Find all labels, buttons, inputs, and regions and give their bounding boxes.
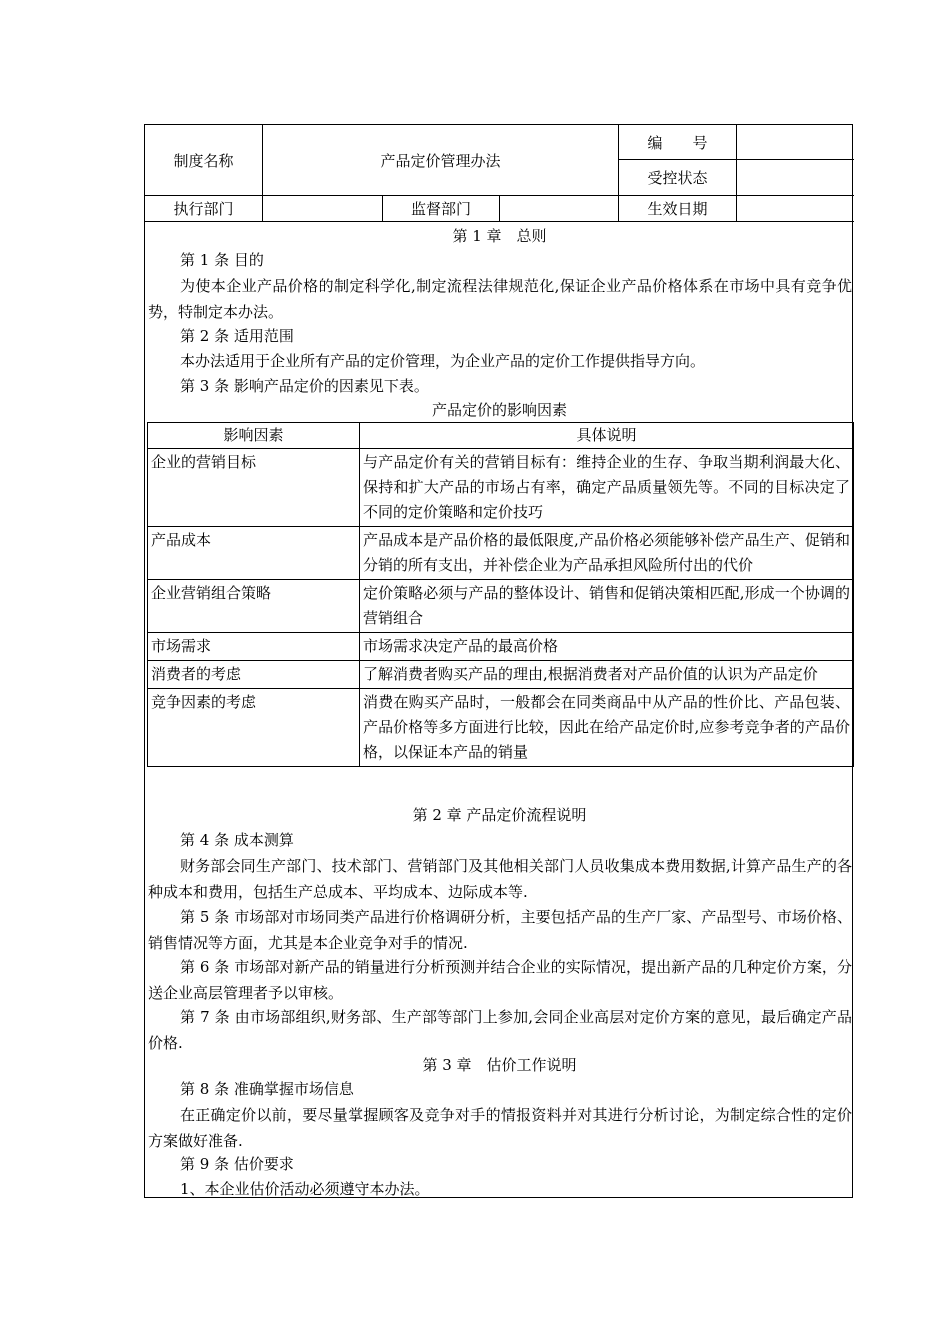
effective-date-value (737, 196, 854, 221)
table-caption: 产品定价的影响因素 (431, 401, 567, 419)
table-header-row (148, 423, 854, 449)
factor-cell: 产品成本 (148, 527, 360, 580)
name-value: 产品定价管理办法 (380, 151, 501, 170)
table-row (148, 633, 854, 661)
description-cell: 产品成本是产品价格的最低限度,产品价格必须能够补偿产品生产、促销和分销的所有支出，并补偿企业为产品承担风险所付出的代价 (360, 527, 854, 580)
chapter-1-title: 第 1 章 总则 (452, 227, 547, 245)
factor-table (147, 422, 854, 767)
chapter-3-title: 第 3 章 估价工作说明 (422, 1056, 577, 1074)
article-9-title: 第 9 条 估价要求 (180, 1155, 294, 1173)
table-row (148, 580, 854, 633)
description-cell: 与产品定价有关的营销目标有：维持企业的生存、争取当期利润最大化、保持和扩大产品的市场占有率，确定产品质量领先等。不同的目标决定了不同的定价策略和定价技巧 (360, 449, 854, 527)
exec-dept-label: 执行部门 (173, 200, 234, 218)
factor-cell: 企业的营销目标 (148, 449, 360, 527)
factor-cell: 消费者的考虑 (148, 661, 360, 689)
article-2-text: 本办法适用于企业所有产品的定价管理，为企业产品的定价工作提供指导方向。 (180, 352, 706, 370)
table-row (148, 661, 854, 689)
table-row (148, 689, 854, 767)
factor-cell: 竞争因素的考虑 (148, 689, 360, 767)
description-cell: 市场需求决定产品的最高价格 (360, 633, 854, 661)
description-cell: 消费在购买产品时，一般都会在同类商品中从产品的性价比、产品包装、产品价格等多方面进行比较，因此在给产品定价时,应参考竞争者的产品价格，以保证本产品的销量 (360, 689, 854, 767)
table-row (148, 449, 854, 527)
effective-date-label: 生效日期 (647, 200, 708, 218)
chapter-2-title: 第 2 章 产品定价流程说明 (412, 806, 587, 824)
article-4-title: 第 4 条 成本测算 (180, 831, 294, 849)
article-6-text: 第 6 条 市场部对新产品的销量进行分析预测并结合企业的实际情况，提出新产品的几种定价方案，分送企业高层管理者予以审核。 (148, 958, 852, 1002)
table-row (148, 527, 854, 580)
description-cell: 定价策略必须与产品的整体设计、销售和促销决策相匹配,形成一个协调的营销组合 (360, 580, 854, 633)
code-label: 编 号 (647, 133, 708, 152)
code-value (737, 125, 854, 159)
exec-dept-value (263, 196, 382, 221)
article-2-title: 第 2 条 适用范围 (180, 327, 294, 345)
factor-cell: 企业营销组合策略 (148, 580, 360, 633)
article-3-title: 第 3 条 影响产品定价的因素见下表。 (180, 377, 429, 395)
article-4-text: 财务部会同生产部门、技术部门、营销部门及其他相关部门人员收集成本费用数据,计算产品生产的各种成本和费用，包括生产总成本、平均成本、边际成本等. (148, 857, 852, 901)
article-8-text: 在正确定价以前，要尽量掌握顾客及竞争对手的情报资料并对其进行分析讨论，为制定综合性的定价方案做好准备. (148, 1106, 852, 1150)
column-header-factor: 影响因素 (148, 423, 360, 449)
article-7-text: 第 7 条 由市场部组织,财务部、生产部等部门上参加,会同企业高层对定价方案的意见，最后确定产品价格. (148, 1008, 852, 1052)
article-1-title: 第 1 条 目的 (180, 251, 264, 269)
divider (145, 221, 854, 222)
supervise-dept-value (500, 196, 618, 221)
supervise-dept-label: 监督部门 (410, 200, 471, 218)
article-8-title: 第 8 条 准确掌握市场信息 (180, 1080, 354, 1098)
regulation-form (144, 124, 853, 1198)
factor-cell: 市场需求 (148, 633, 360, 661)
article-5-text: 第 5 条 市场部对市场同类产品进行价格调研分析，主要包括产品的生产厂家、产品型号、市场价格、销售情况等方面，尤其是本企业竞争对手的情况. (148, 908, 852, 952)
description-cell: 了解消费者购买产品的理由,根据消费者对产品价值的认识为产品定价 (360, 661, 854, 689)
article-9-item-1: 1、本企业估价活动必须遵守本办法。 (180, 1180, 430, 1198)
status-value (737, 160, 854, 195)
article-1-text: 为使本企业产品价格的制定科学化,制定流程法律规范化,保证企业产品价格体系在市场中具有竞争优势，特制定本办法。 (148, 277, 852, 321)
column-header-description: 具体说明 (360, 423, 854, 449)
name-label: 制度名称 (173, 151, 234, 170)
status-label: 受控状态 (647, 169, 708, 187)
